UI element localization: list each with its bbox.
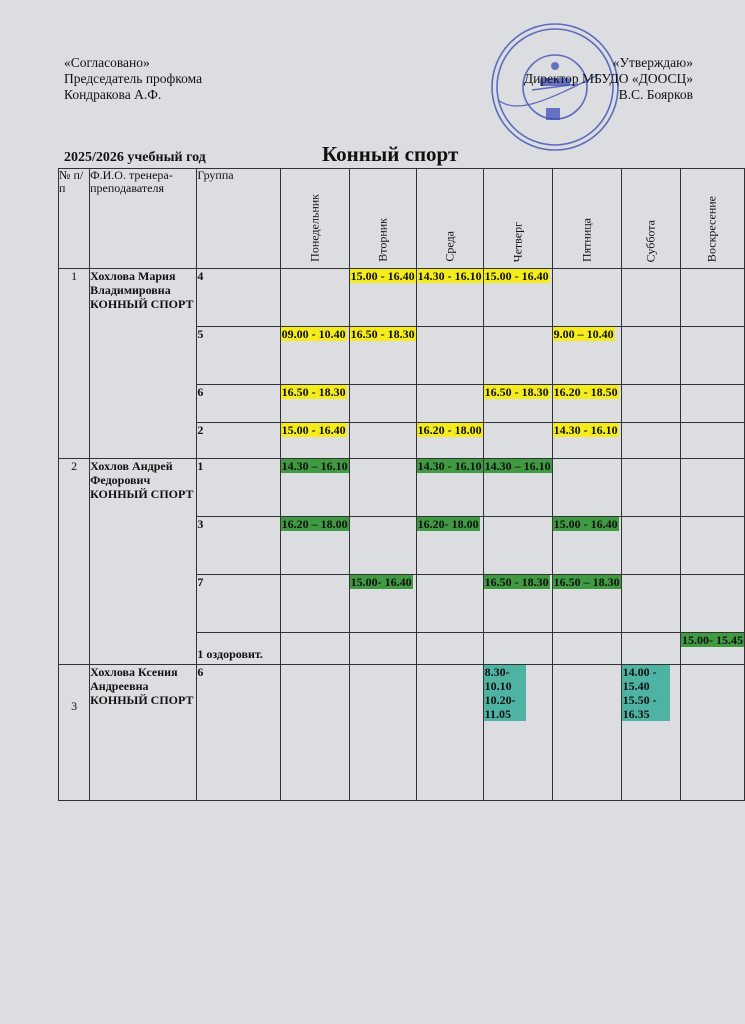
table-row	[59, 459, 745, 517]
trainer-name: Хохлов Андрей Федорович КОННЫЙ СПОРТ	[90, 459, 197, 665]
time-slot	[621, 385, 680, 423]
time-slot	[416, 575, 483, 633]
time-slot	[621, 423, 680, 459]
approval-right-block	[524, 55, 693, 103]
time-slot	[621, 575, 680, 633]
col-day-header	[552, 169, 621, 269]
time-slot	[680, 575, 744, 633]
time-label: 14.30 - 16.10	[553, 423, 618, 437]
group-cell: 6	[197, 665, 280, 801]
group-cell: 2	[197, 423, 280, 459]
table-header-row	[59, 169, 745, 269]
col-day-header	[621, 169, 680, 269]
time-slot	[621, 665, 680, 801]
time-label: 14.30 – 16.10	[281, 459, 348, 473]
time-slot	[552, 385, 621, 423]
col-day-header	[416, 169, 483, 269]
day-label: Вторник	[375, 218, 390, 262]
group-cell: 7	[197, 575, 280, 633]
time-slot	[416, 423, 483, 459]
time-slot	[621, 269, 680, 327]
time-slot	[680, 327, 744, 385]
col-day-header	[280, 169, 349, 269]
time-slot	[483, 517, 552, 575]
time-slot	[483, 459, 552, 517]
group-cell: 1 оздоровит.	[197, 633, 280, 665]
page-title: Конный спорт	[322, 142, 459, 166]
approval-right-line-3: В.С. Боярков	[618, 87, 693, 102]
row-number: 1	[59, 269, 90, 459]
time-slot	[680, 423, 744, 459]
time-slot	[552, 575, 621, 633]
group-cell: 3	[197, 517, 280, 575]
time-slot	[483, 665, 552, 801]
col-day-header	[483, 169, 552, 269]
time-label: 8.30- 10.10 10.20- 11.05	[484, 665, 526, 721]
time-slot	[416, 633, 483, 665]
time-slot	[680, 517, 744, 575]
time-slot	[552, 665, 621, 801]
time-slot	[349, 665, 416, 801]
time-slot	[552, 423, 621, 459]
academic-year: 2025/2026 учебный год	[64, 150, 206, 165]
time-slot	[416, 459, 483, 517]
time-slot	[280, 517, 349, 575]
time-slot	[483, 575, 552, 633]
time-slot	[349, 269, 416, 327]
approval-right-line-2: Директор МБУДО «ДООСЦ»	[523, 71, 693, 86]
time-label: 09.00 - 10.40	[281, 327, 346, 341]
time-slot	[621, 517, 680, 575]
col-group-header: Группа	[197, 169, 280, 269]
time-slot	[552, 459, 621, 517]
time-label: 14.00 - 15.40 15.50 - 16.35	[622, 665, 670, 721]
time-slot	[552, 269, 621, 327]
time-slot	[280, 385, 349, 423]
time-slot	[349, 327, 416, 385]
group-cell: 1	[197, 459, 280, 517]
table-row	[59, 269, 745, 327]
time-slot	[552, 517, 621, 575]
time-slot	[280, 575, 349, 633]
day-label: Воскресение	[704, 195, 719, 262]
day-label: Суббота	[643, 219, 658, 262]
time-label: 16.20 - 18.00	[417, 423, 482, 437]
col-day-header	[680, 169, 744, 269]
time-slot	[621, 633, 680, 665]
time-slot	[416, 327, 483, 385]
col-day-header	[349, 169, 416, 269]
time-label: 14.30 - 16.10	[417, 269, 482, 283]
time-label: 16.20- 18.00	[417, 517, 479, 531]
time-label: 14.30 – 16.10	[484, 459, 551, 473]
time-slot	[280, 423, 349, 459]
time-label: 15.00 - 16.40	[350, 269, 415, 283]
time-slot	[680, 633, 744, 665]
time-slot	[483, 385, 552, 423]
time-slot	[552, 327, 621, 385]
approval-right-line-1: «Утверждаю»	[612, 55, 693, 70]
time-slot	[280, 327, 349, 385]
time-slot	[349, 517, 416, 575]
approval-left-line-1: «Согласовано»	[64, 55, 150, 70]
time-slot	[416, 517, 483, 575]
trainer-name: Хохлова Мария Владимировна КОННЫЙ СПОРТ	[90, 269, 197, 459]
time-slot	[483, 633, 552, 665]
time-slot	[621, 327, 680, 385]
table-row	[59, 665, 745, 801]
time-slot	[552, 633, 621, 665]
group-cell: 5	[197, 327, 280, 385]
time-slot	[349, 423, 416, 459]
time-slot	[280, 269, 349, 327]
row-number: 2	[59, 459, 90, 665]
time-slot	[483, 269, 552, 327]
time-slot	[680, 459, 744, 517]
time-slot	[483, 423, 552, 459]
day-label: Четверг	[510, 221, 525, 262]
time-slot	[416, 385, 483, 423]
time-slot	[349, 575, 416, 633]
time-slot	[483, 327, 552, 385]
col-trainer-header: Ф.И.О. тренера-преподавателя	[90, 169, 197, 269]
time-slot	[621, 459, 680, 517]
time-label: 16.20 - 18.50	[553, 385, 618, 399]
time-slot	[680, 385, 744, 423]
time-slot	[416, 665, 483, 801]
time-label: 15.00 - 16.40	[553, 517, 618, 531]
time-label: 16.50 – 18.30	[553, 575, 620, 589]
time-slot	[349, 385, 416, 423]
time-slot	[280, 665, 349, 801]
day-label: Среда	[442, 231, 457, 262]
time-label: 15.00 - 16.40	[281, 423, 346, 437]
approval-left-line-2: Председатель профкома	[64, 71, 203, 86]
trainer-name: Хохлова Ксения Андреевна КОННЫЙ СПОРТ	[90, 665, 197, 801]
time-label: 15.00- 15.45	[681, 633, 743, 647]
time-label: 16.20 – 18.00	[281, 517, 348, 531]
time-slot	[349, 633, 416, 665]
time-slot	[416, 269, 483, 327]
time-slot	[280, 633, 349, 665]
group-cell: 4	[197, 269, 280, 327]
time-label: 15.00 - 16.40	[484, 269, 549, 283]
approval-left-block	[64, 55, 202, 103]
time-slot	[349, 459, 416, 517]
day-label: Понедельник	[307, 194, 322, 262]
time-label: 14.30 - 16.10	[417, 459, 482, 473]
time-label: 9.00 – 10.40	[553, 327, 614, 341]
time-label: 16.50 - 18.30	[484, 575, 549, 589]
day-label: Пятница	[579, 217, 594, 262]
time-label: 16.50 - 18.30	[350, 327, 415, 341]
time-slot	[680, 269, 744, 327]
group-cell: 6	[197, 385, 280, 423]
schedule-table	[58, 168, 745, 801]
col-num-header: № п/п	[59, 169, 90, 269]
time-label: 16.50 - 18.30	[281, 385, 346, 399]
time-label: 16.50 - 18.30	[484, 385, 549, 399]
time-slot	[280, 459, 349, 517]
row-number: 3	[59, 665, 90, 801]
approval-left-line-3: Кондракова А.Ф.	[64, 87, 162, 102]
time-slot	[680, 665, 744, 801]
time-label: 15.00- 16.40	[350, 575, 412, 589]
